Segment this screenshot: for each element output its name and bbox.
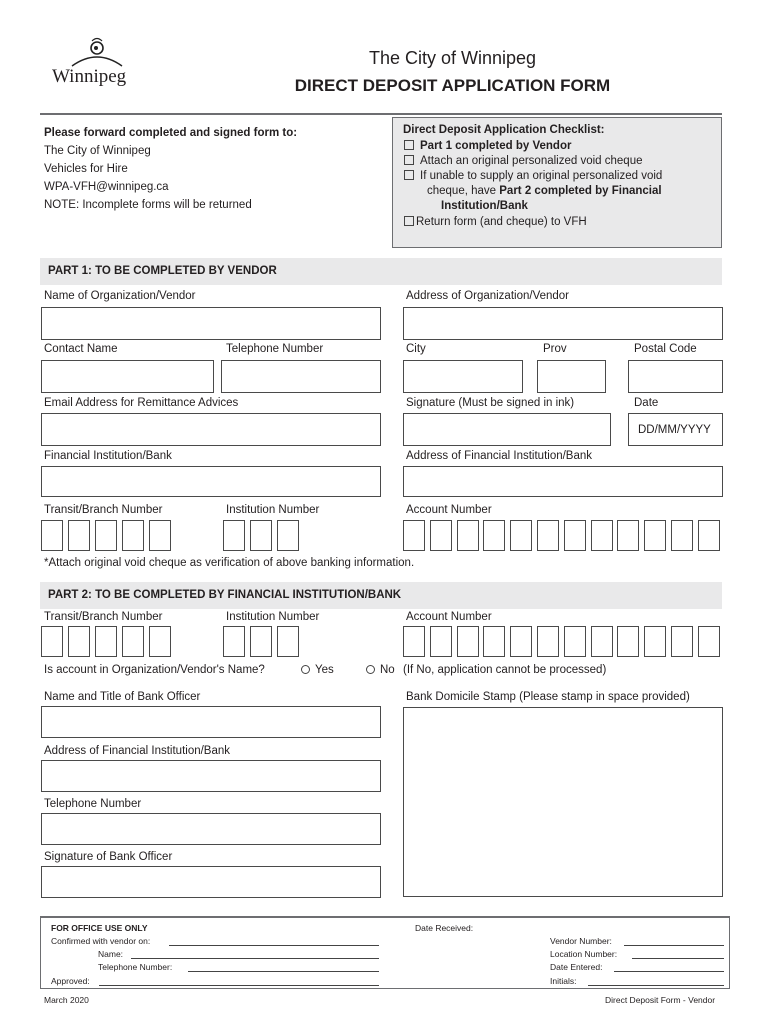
part1-header: PART 1: TO BE COMPLETED BY VENDOR — [40, 258, 722, 285]
p2-account-label: Account Number — [406, 611, 492, 623]
bank-address-label: Address of Financial Institution/Bank — [406, 450, 593, 462]
org-name-field[interactable] — [41, 307, 381, 340]
checklist-title: Direct Deposit Application Checklist: — [403, 124, 605, 136]
p2-account-digit-box[interactable] — [591, 626, 613, 657]
checklist-item-4[interactable]: Return form (and cheque) to VFH — [404, 216, 587, 228]
no-option[interactable]: No — [366, 664, 395, 676]
stamp-area[interactable] — [403, 707, 723, 897]
p2-institution-digit-box[interactable] — [277, 626, 299, 657]
city-label: City — [406, 343, 426, 355]
transit-digit-box[interactable] — [122, 520, 144, 551]
contact-label: Contact Name — [44, 343, 118, 355]
account-label: Account Number — [406, 504, 492, 516]
signature-label: Signature (Must be signed in ink) — [406, 397, 575, 409]
location-number-label: Location Number: — [550, 949, 618, 959]
checklist-item-2[interactable]: Attach an original personalized void cheque — [404, 155, 642, 167]
transit-digit-box[interactable] — [95, 520, 117, 551]
initials-line[interactable] — [588, 985, 724, 986]
p2-account-digit-box[interactable] — [537, 626, 559, 657]
prov-label: Prov — [543, 343, 567, 355]
p2-institution-digit-box[interactable] — [223, 626, 245, 657]
contact-field[interactable] — [41, 360, 214, 393]
p2-account-digit-box[interactable] — [483, 626, 505, 657]
yes-option[interactable]: Yes — [301, 664, 334, 676]
telephone-field[interactable] — [221, 360, 381, 393]
p2-bank-address-label: Address of Financial Institution/Bank — [44, 745, 231, 757]
p2-transit-digit-box[interactable] — [95, 626, 117, 657]
account-digit-box[interactable] — [564, 520, 586, 551]
p2-transit-digit-box[interactable] — [122, 626, 144, 657]
p2-telephone-label: Telephone Number — [44, 798, 142, 810]
prov-field[interactable] — [537, 360, 606, 393]
header-divider — [40, 113, 722, 115]
org-address-field[interactable] — [403, 307, 723, 340]
office-name-line[interactable] — [131, 958, 379, 959]
date-field[interactable] — [628, 413, 723, 446]
checkbox[interactable] — [404, 170, 414, 180]
logo-text: Winnipeg — [52, 66, 127, 87]
office-name-label: Name: — [98, 949, 124, 959]
footer-date: March 2020 — [44, 995, 89, 1005]
account-digit-box[interactable] — [457, 520, 479, 551]
checklist-panel — [392, 117, 722, 248]
bank-field[interactable] — [41, 466, 381, 497]
account-name-question: Is account in Organization/Vendor's Name? — [44, 664, 265, 676]
institution-digit-box[interactable] — [250, 520, 272, 551]
office-tel-line[interactable] — [188, 971, 379, 972]
p2-institution-digit-box[interactable] — [250, 626, 272, 657]
p2-account-digit-box[interactable] — [671, 626, 693, 657]
account-digit-box[interactable] — [403, 520, 425, 551]
checklist-item-1[interactable]: Part 1 completed by Vendor — [404, 140, 571, 152]
p2-transit-digit-box[interactable] — [41, 626, 63, 657]
city-field[interactable] — [403, 360, 523, 393]
telephone-label: Telephone Number — [226, 343, 324, 355]
postal-field[interactable] — [628, 360, 723, 393]
account-digit-box[interactable] — [483, 520, 505, 551]
p2-account-digit-box[interactable] — [403, 626, 425, 657]
checklist-item-3[interactable]: If unable to supply an original personalized void — [404, 170, 662, 182]
org-name-label: Name of Organization/Vendor — [44, 290, 196, 302]
vendor-number-label: Vendor Number: — [550, 936, 612, 946]
postal-label: Postal Code — [634, 343, 697, 355]
p2-transit-digit-box[interactable] — [149, 626, 171, 657]
p2-account-digit-box[interactable] — [564, 626, 586, 657]
p2-account-digit-box[interactable] — [617, 626, 639, 657]
no-radio[interactable] — [366, 665, 375, 674]
checklist-item-3-cont: cheque, have Part 2 completed by Financial — [427, 185, 662, 197]
date-label: Date — [634, 397, 659, 409]
institution-digit-box[interactable] — [223, 520, 245, 551]
forward-line-1: The City of Winnipeg — [44, 145, 151, 157]
institution-label: Institution Number — [226, 504, 320, 516]
city-logo — [52, 36, 142, 96]
transit-digit-box[interactable] — [68, 520, 90, 551]
date-entered-label: Date Entered: — [550, 962, 603, 972]
city-name: The City of Winnipeg — [368, 48, 537, 68]
email-label: Email Address for Remittance Advices — [44, 397, 239, 409]
account-digit-box[interactable] — [430, 520, 452, 551]
account-digit-box[interactable] — [510, 520, 532, 551]
account-digit-box[interactable] — [671, 520, 693, 551]
checkbox[interactable] — [404, 216, 414, 226]
p2-account-digit-box[interactable] — [457, 626, 479, 657]
approved-label: Approved: — [51, 976, 90, 986]
no-note: (If No, application cannot be processed) — [403, 664, 607, 676]
stamp-label: Bank Domicile Stamp (Please stamp in space provided) — [406, 691, 690, 703]
institution-digit-box[interactable] — [277, 520, 299, 551]
officer-field[interactable] — [41, 706, 381, 738]
account-digit-box[interactable] — [591, 520, 613, 551]
officer-signature-field[interactable] — [41, 866, 381, 898]
account-digit-box[interactable] — [698, 520, 720, 551]
vendor-number-line[interactable] — [624, 945, 724, 946]
p2-account-digit-box[interactable] — [430, 626, 452, 657]
signature-field[interactable] — [403, 413, 611, 446]
p2-transit-label: Transit/Branch Number — [44, 611, 163, 623]
form-title: DIRECT DEPOSIT APPLICATION FORM — [294, 76, 611, 95]
bank-address-field[interactable] — [403, 466, 723, 497]
p2-transit-digit-box[interactable] — [68, 626, 90, 657]
forward-line-4: NOTE: Incomplete forms will be returned — [44, 199, 252, 211]
account-digit-box[interactable] — [644, 520, 666, 551]
date-entered-line[interactable] — [614, 971, 724, 972]
p2-account-digit-box[interactable] — [510, 626, 532, 657]
confirmed-line[interactable] — [169, 945, 379, 946]
org-address-label: Address of Organization/Vendor — [406, 290, 570, 302]
p2-telephone-field[interactable] — [41, 813, 381, 845]
office-title: FOR OFFICE USE ONLY — [51, 923, 148, 933]
transit-digit-box[interactable] — [41, 520, 63, 551]
approved-line[interactable] — [99, 985, 379, 986]
office-tel-label: Telephone Number: — [98, 962, 173, 972]
transit-label: Transit/Branch Number — [44, 504, 163, 516]
p2-institution-label: Institution Number — [226, 611, 320, 623]
forward-heading: Please forward completed and signed form to: — [44, 127, 298, 139]
transit-digit-box[interactable] — [149, 520, 171, 551]
date-placeholder: DD/MM/YYYY — [638, 424, 711, 436]
forward-line-3: WPA-VFH@winnipeg.ca — [44, 181, 169, 193]
date-received-label: Date Received: — [415, 923, 474, 933]
checkbox[interactable] — [404, 140, 414, 150]
location-number-line[interactable] — [632, 958, 724, 959]
footer-form-name: Direct Deposit Form - Vendor — [605, 995, 716, 1005]
account-digit-box[interactable] — [617, 520, 639, 551]
part2-header: PART 2: TO BE COMPLETED BY FINANCIAL INSTITUTION/BANK — [40, 582, 722, 609]
account-digit-box[interactable] — [537, 520, 559, 551]
officer-signature-label: Signature of Bank Officer — [44, 851, 173, 863]
email-field[interactable] — [41, 413, 381, 446]
office-use-panel — [40, 916, 730, 989]
officer-label: Name and Title of Bank Officer — [44, 691, 201, 703]
forward-line-2: Vehicles for Hire — [44, 163, 128, 175]
checkbox[interactable] — [404, 155, 414, 165]
checklist-item-3-cont2: Institution/Bank — [441, 200, 528, 212]
bank-label: Financial Institution/Bank — [44, 450, 172, 462]
yes-radio[interactable] — [301, 665, 310, 674]
initials-label: Initials: — [550, 976, 577, 986]
confirmed-label: Confirmed with vendor on: — [51, 936, 151, 946]
p2-account-digit-box[interactable] — [644, 626, 666, 657]
p2-account-digit-box[interactable] — [698, 626, 720, 657]
cheque-note: *Attach original void cheque as verification of above banking information. — [44, 557, 415, 569]
p2-bank-address-field[interactable] — [41, 760, 381, 792]
